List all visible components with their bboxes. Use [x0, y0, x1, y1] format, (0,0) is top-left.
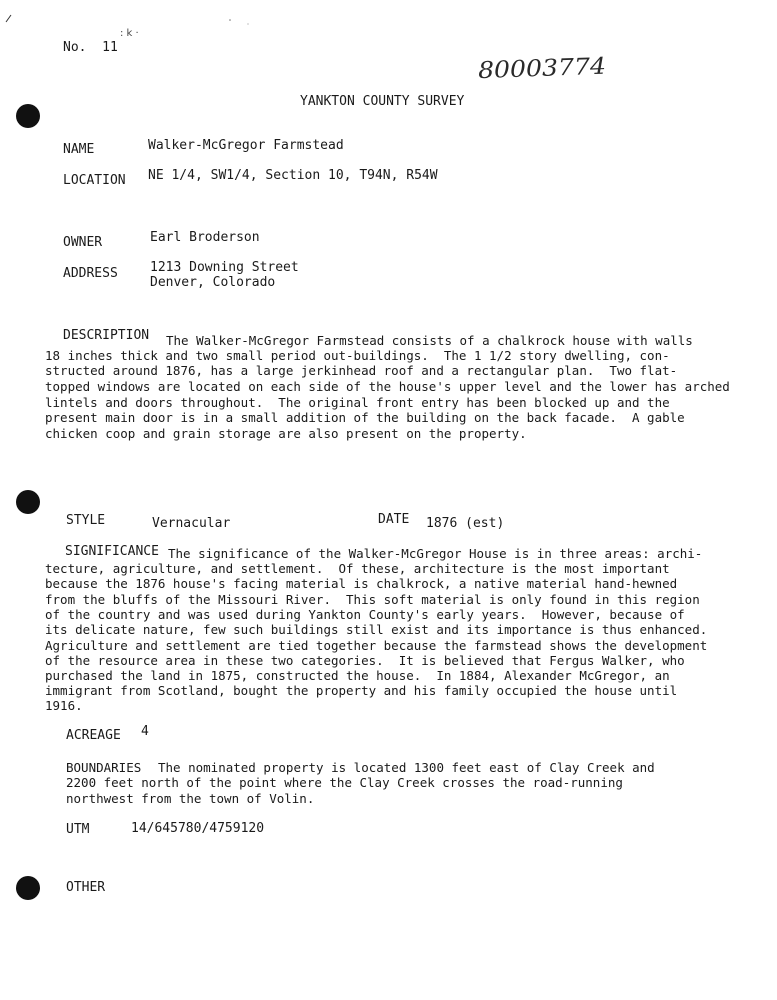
acreage-value: 4	[141, 724, 149, 739]
significance-line: of the resource area in these two categories. It is believed that Fergus Walker, who	[45, 653, 685, 668]
boundaries-line: The nominated property is located 1300 feet east of Clay Creek and	[158, 760, 655, 775]
significance-line: its delicate nature, few such buildings still exist and its importance is thus enhanced.	[45, 622, 708, 637]
handwritten-id	[478, 52, 618, 84]
description-line: structed around 1876, has a large jerkinhead roof and a rectangular plan. Two flat-	[45, 363, 678, 378]
address-label: ADDRESS	[63, 266, 118, 281]
other-label: OTHER	[66, 880, 106, 895]
acreage-label: ACREAGE	[66, 728, 121, 743]
description-line: chicken coop and grain storage are also present on the property.	[45, 426, 527, 441]
scan-specks	[0, 0, 777, 40]
significance-line: The significance of the Walker-McGregor House is in three areas: archi-	[168, 546, 703, 561]
punch-hole-top	[16, 104, 40, 128]
style-label: STYLE	[66, 513, 106, 528]
form-number: No. 11	[63, 40, 118, 55]
boundaries-label: BOUNDARIES	[66, 760, 142, 775]
significance-label: SIGNIFICANCE	[65, 544, 159, 559]
handwritten-id-text: 80003774	[478, 54, 596, 84]
date-label: DATE	[378, 512, 410, 527]
boundaries-line: northwest from the town of Volin.	[66, 791, 315, 806]
significance-line: because the 1876 house's facing material is chalkrock, a native material hand-hewned	[45, 576, 678, 591]
punch-hole-bottom	[16, 876, 40, 900]
date-value: 1876 (est)	[426, 516, 505, 531]
description-line: topped windows are located on each side of the house's upper level and the lower has arched	[45, 379, 730, 394]
utm-label: UTM	[66, 822, 90, 837]
significance-line: from the bluffs of the Missouri River. This soft material is only found in this region	[45, 592, 700, 607]
punch-hole-middle	[16, 490, 40, 514]
boundaries-line: 2200 feet north of the point where the Clay Creek crosses the road-running	[66, 775, 623, 790]
owner-value: Earl Broderson	[150, 230, 260, 245]
name-value: Walker-McGregor Farmstead	[148, 138, 344, 153]
description-line: 18 inches thick and two small period out-buildings. The 1 1/2 story dwelling, con-	[45, 348, 670, 363]
description-line: present main door is in a small addition of the building on the back facade. A gable	[45, 410, 685, 425]
description-line: lintels and doors throughout. The original front entry has been blocked up and the	[45, 395, 670, 410]
owner-label: OWNER	[63, 235, 103, 250]
location-value: NE 1/4, SW1/4, Section 10, T94N, R54W	[148, 168, 438, 183]
style-value: Vernacular	[152, 516, 231, 531]
location-label: LOCATION	[63, 173, 126, 188]
significance-line: 1916.	[45, 698, 83, 713]
significance-line: Agriculture and settlement are tied together because the farmstead shows the development	[45, 638, 708, 653]
svg-text:: k ·: : k ·	[120, 28, 139, 39]
significance-line: purchased the land in 1875, constructed the house. In 1884, Alexander McGregor, an	[45, 668, 670, 683]
description-label: DESCRIPTION	[63, 328, 150, 343]
address-line-1: 1213 Downing Street	[150, 260, 299, 275]
description-line: The Walker-McGregor Farmstead consists of a chalkrock house with walls	[166, 333, 693, 348]
significance-line: of the country and was used during Yankton County's early years. However, because of	[45, 607, 685, 622]
utm-value: 14/645780/4759120	[131, 821, 265, 836]
significance-line: immigrant from Scotland, bought the property and his family occupied the house until	[45, 683, 678, 698]
survey-title: YANKTON COUNTY SURVEY	[300, 94, 465, 109]
address-line-2: Denver, Colorado	[150, 275, 276, 290]
name-label: NAME	[63, 142, 95, 157]
significance-line: tecture, agriculture, and settlement. Of these, architecture is the most important	[45, 561, 670, 576]
